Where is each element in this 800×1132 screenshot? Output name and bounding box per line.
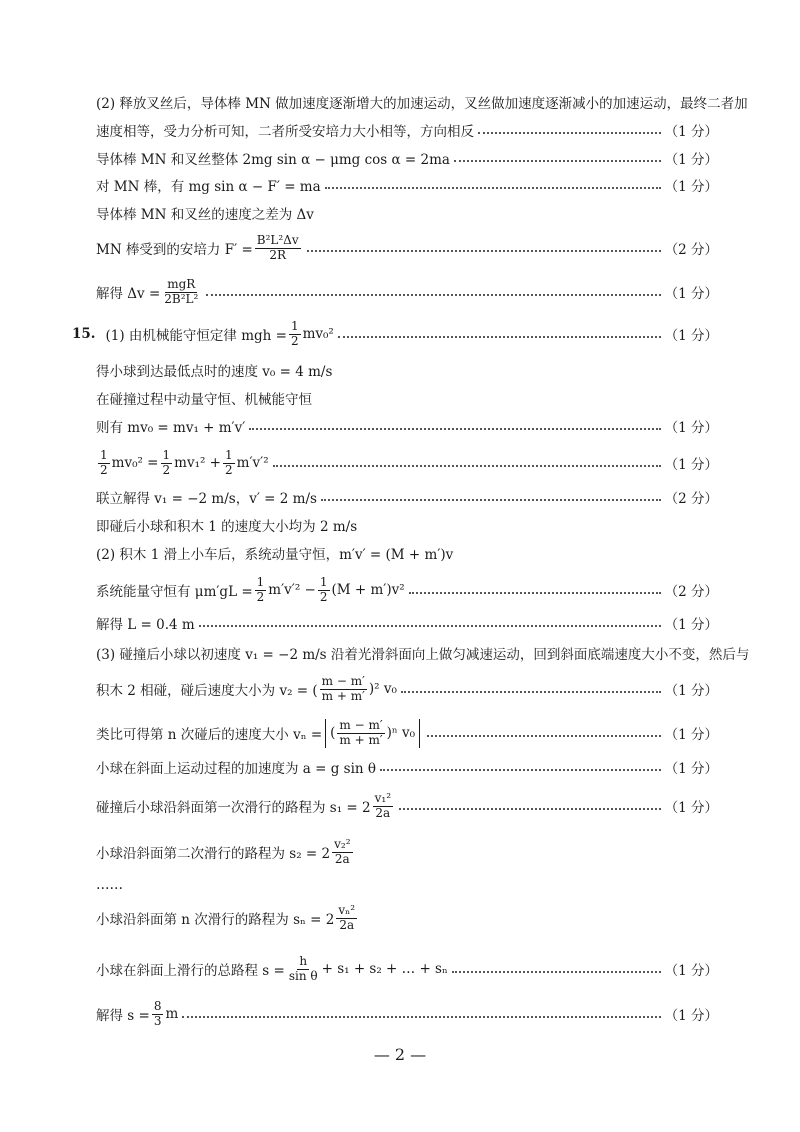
solution-line-b7 xyxy=(96,543,718,563)
fraction-3-denominator: 2 xyxy=(225,462,233,477)
dot-leader xyxy=(478,132,661,134)
dot-leader xyxy=(325,187,661,189)
score-label: （1 分） xyxy=(664,124,718,140)
solution-line-c5 xyxy=(96,792,718,821)
fraction-3 xyxy=(223,449,235,478)
solution-line-c4 xyxy=(96,757,718,777)
line-content xyxy=(72,320,334,349)
line-content xyxy=(96,416,245,436)
solution-line-c2 xyxy=(96,675,718,704)
fraction xyxy=(255,234,301,263)
fraction-numerator: 1 xyxy=(290,319,299,333)
solution-line-b1 xyxy=(96,360,718,380)
line-content xyxy=(96,148,450,168)
score-label: （2 分） xyxy=(664,491,718,507)
line-content xyxy=(96,487,317,507)
solution-line-b5 xyxy=(96,487,718,507)
line-content xyxy=(96,234,303,263)
term-2: mv₁² + xyxy=(174,455,221,472)
solution-line-b4 xyxy=(96,449,718,478)
fraction-3-numerator: 1 xyxy=(225,448,233,462)
score-label: （1 分） xyxy=(664,152,718,168)
fraction-1-denominator: 2 xyxy=(256,589,265,604)
line-content xyxy=(96,203,314,223)
line-content xyxy=(96,515,357,535)
line-content xyxy=(96,120,474,140)
fraction-2-numerator: 1 xyxy=(162,448,171,462)
solution-line-a4 xyxy=(96,175,718,195)
score-label: （1 分） xyxy=(664,617,718,633)
fraction-denominator: 2a xyxy=(339,917,355,932)
score-label: （2 分） xyxy=(664,584,718,601)
line-text-post: + s₁ + s₂ + … + sₙ xyxy=(321,961,448,978)
fraction xyxy=(373,792,393,821)
line-content xyxy=(96,838,355,867)
fraction-denominator: 2B²L² xyxy=(164,291,199,306)
line-text: 在碰撞过程中动量守恒、机械能守恒 xyxy=(96,392,312,408)
score-label: （1 分） xyxy=(664,457,718,474)
solution-line-a1 xyxy=(96,92,748,112)
dot-leader xyxy=(321,499,661,501)
score-label: （1 分） xyxy=(664,727,718,744)
dot-leader xyxy=(307,250,661,252)
fraction-denominator: 2a xyxy=(334,851,350,866)
dot-leader xyxy=(338,336,661,338)
line-content xyxy=(96,278,202,307)
fraction-denominator: 2R xyxy=(269,247,287,262)
solution-line-b6 xyxy=(96,515,718,535)
line-text-pre: 类比可得第 n 次碰后的速度大小 vₙ = xyxy=(96,727,323,744)
fraction-numerator: 8 xyxy=(153,999,162,1013)
score-label: （1 分） xyxy=(664,328,718,345)
fraction-denominator: 2a xyxy=(375,805,391,820)
fraction-numerator: m − m′ xyxy=(339,718,383,732)
solution-line-a5 xyxy=(96,203,718,223)
absolute-value xyxy=(325,719,420,748)
fraction-numerator: v₁² xyxy=(374,791,392,805)
dot-leader xyxy=(399,808,661,810)
fraction-numerator: m − m′ xyxy=(321,674,365,688)
score-label: （1 分） xyxy=(664,420,718,436)
solution-line-b9 xyxy=(96,613,718,633)
line-text: (2) 积木 1 滑上小车后，系统动量守恒，m′v′ = (M + m′)v xyxy=(96,547,454,563)
fraction-2-numerator: 1 xyxy=(319,575,328,589)
fraction xyxy=(332,838,352,867)
line-text-post: )ⁿ v₀ xyxy=(386,725,416,742)
fraction-1-denominator: 2 xyxy=(100,462,108,477)
fraction-numerator: B²L²Δv xyxy=(256,233,299,247)
solution-line-b3 xyxy=(96,416,718,436)
solution-line-a2 xyxy=(96,120,718,140)
solution-line-c6 xyxy=(96,838,718,867)
fraction-denominator: 3 xyxy=(153,1013,162,1028)
line-content xyxy=(96,675,397,704)
solution-line-c8 xyxy=(96,904,718,933)
fraction xyxy=(287,955,320,984)
line-text: 即碰后小球和积木 1 的速度大小均为 2 m/s xyxy=(96,519,358,535)
dot-leader xyxy=(427,735,661,737)
dot-leader xyxy=(401,691,661,693)
line-content xyxy=(96,1000,178,1029)
line-text-pre: MN 棒受到的安培力 F′ = xyxy=(96,242,253,259)
fraction xyxy=(162,278,200,307)
line-text: 导体棒 MN 和叉丝的速度之差为 Δv xyxy=(96,207,314,223)
fraction-1 xyxy=(98,449,110,478)
fraction-denominator: m + m′ xyxy=(321,688,365,703)
fraction xyxy=(152,1000,164,1029)
fraction-numerator: v₂² xyxy=(334,837,351,851)
line-text-pre: 解得 s = xyxy=(96,1008,150,1025)
fraction xyxy=(336,904,357,933)
solution-line-c9 xyxy=(96,955,718,984)
line-content xyxy=(96,643,749,663)
dot-leader xyxy=(199,625,661,627)
fraction-denominator: 2 xyxy=(290,333,299,348)
line-content xyxy=(96,388,312,408)
line-content xyxy=(96,955,448,984)
dot-leader xyxy=(182,1016,660,1018)
page-number: — 2 — xyxy=(373,1045,427,1064)
solution-line-c7 xyxy=(96,877,718,893)
line-content xyxy=(96,792,395,821)
line-content xyxy=(96,757,376,777)
line-text: …… xyxy=(96,877,123,893)
line-text: (3) 碰撞后小球以初速度 v₁ = −2 m/s 沿着光滑斜面向上做匀减速运动，回到斜面底端速度大小不变，然后与 xyxy=(96,647,750,663)
fraction-numerator: h xyxy=(299,954,308,968)
line-content xyxy=(96,92,748,112)
score-label: （1 分） xyxy=(664,800,718,817)
score-label: （1 分） xyxy=(664,683,718,700)
fraction-2-denominator: 2 xyxy=(162,462,171,477)
solution-line-c10 xyxy=(96,1000,718,1029)
fraction-denominator: sin θ xyxy=(288,968,318,983)
line-text-pre: 系统能量守恒有 μm′gL = xyxy=(96,584,253,601)
line-content xyxy=(96,576,405,605)
fraction-2 xyxy=(161,449,173,478)
solution-line-b2 xyxy=(96,388,718,408)
term-3: m′v′² xyxy=(236,455,269,472)
line-text: 小球在斜面上运动过程的加速度为 a = g sin θ xyxy=(96,761,377,777)
line-text-post: mv₀² xyxy=(302,326,334,343)
fraction-numerator: mgR xyxy=(167,277,196,291)
question-number: 15. xyxy=(72,326,96,343)
dot-leader xyxy=(249,428,660,430)
line-content xyxy=(96,449,269,478)
score-label: （1 分） xyxy=(664,963,718,980)
score-label: （1 分） xyxy=(664,286,718,303)
dot-leader xyxy=(273,465,661,467)
paren: ( xyxy=(330,725,336,742)
line-content xyxy=(96,877,123,893)
line-text-pre: 碰撞后小球沿斜面第一次滑行的路程为 s₁ = 2 xyxy=(96,800,371,817)
fraction-2 xyxy=(318,576,330,605)
line-text: 导体棒 MN 和叉丝整体 2mg sin α − μmg cos α = 2ma xyxy=(96,152,450,168)
solution-line-b0 xyxy=(72,320,718,349)
solution-line-b8 xyxy=(96,576,718,605)
score-label: （1 分） xyxy=(664,761,718,777)
solution-line-c1 xyxy=(96,643,750,663)
line-text: (2) 释放叉丝后，导体棒 MN 做加速度逐渐增大的加速运动，叉丝做加速度逐渐减小的加速运动，最终二者加 xyxy=(96,96,748,112)
fraction-1-numerator: 1 xyxy=(100,448,108,462)
fraction-1-numerator: 1 xyxy=(256,575,265,589)
fraction-2-denominator: 2 xyxy=(319,589,328,604)
score-label: （1 分） xyxy=(664,1008,718,1025)
line-content xyxy=(96,719,423,748)
line-text-post: m xyxy=(165,1006,179,1023)
line-content xyxy=(96,613,195,633)
solution-line-a6 xyxy=(96,234,718,263)
line-content xyxy=(96,175,321,195)
line-text: 联立解得 v₁ = −2 m/s，v′ = 2 m/s xyxy=(96,491,317,507)
line-content xyxy=(96,904,359,933)
dot-leader xyxy=(454,160,661,162)
line-text: 得小球到达最低点时的速度 v₀ = 4 m/s xyxy=(96,364,333,380)
term-1: m′v′² − xyxy=(268,582,316,599)
fraction-numerator: vₙ² xyxy=(338,903,356,917)
line-text: 则有 mv₀ = mv₁ + m′v′ xyxy=(96,420,246,436)
term-1: mv₀² = xyxy=(111,455,159,472)
fraction-denominator: m + m′ xyxy=(339,732,383,747)
line-text: 速度相等，受力分析可知，二者所受安培力大小相等，方向相反 xyxy=(96,124,474,140)
line-text-post: )² v₀ xyxy=(368,681,397,698)
line-text-pre: (1) 由机械能守恒定律 mgh = xyxy=(105,328,287,345)
fraction xyxy=(320,675,367,704)
dot-leader xyxy=(206,294,660,296)
line-text-pre: 小球沿斜面第二次滑行的路程为 s₂ = 2 xyxy=(96,846,331,863)
dot-leader xyxy=(452,971,661,973)
score-label: （2 分） xyxy=(664,242,718,259)
line-text-pre: 积木 2 相碰，碰后速度大小为 v₂ = ( xyxy=(96,683,318,700)
dot-leader xyxy=(409,592,661,594)
fraction xyxy=(337,719,384,748)
line-content xyxy=(96,360,332,380)
fraction-1 xyxy=(255,576,267,605)
term-2: (M + m′)v² xyxy=(331,582,405,599)
solution-line-a7 xyxy=(96,278,718,307)
line-text-pre: 小球沿斜面第 n 次滑行的路程为 sₙ = 2 xyxy=(96,912,335,929)
line-content xyxy=(96,543,453,563)
line-text-pre: 小球在斜面上滑行的总路程 s = xyxy=(96,963,285,980)
fraction xyxy=(289,320,301,349)
line-text-pre: 解得 Δv = xyxy=(96,286,161,303)
solution-line-c3 xyxy=(96,719,718,748)
dot-leader xyxy=(380,769,661,771)
line-text: 解得 L = 0.4 m xyxy=(96,617,195,633)
line-text: 对 MN 棒，有 mg sin α − F′ = ma xyxy=(96,179,321,195)
score-label: （1 分） xyxy=(664,179,718,195)
solution-line-a3 xyxy=(96,148,718,168)
